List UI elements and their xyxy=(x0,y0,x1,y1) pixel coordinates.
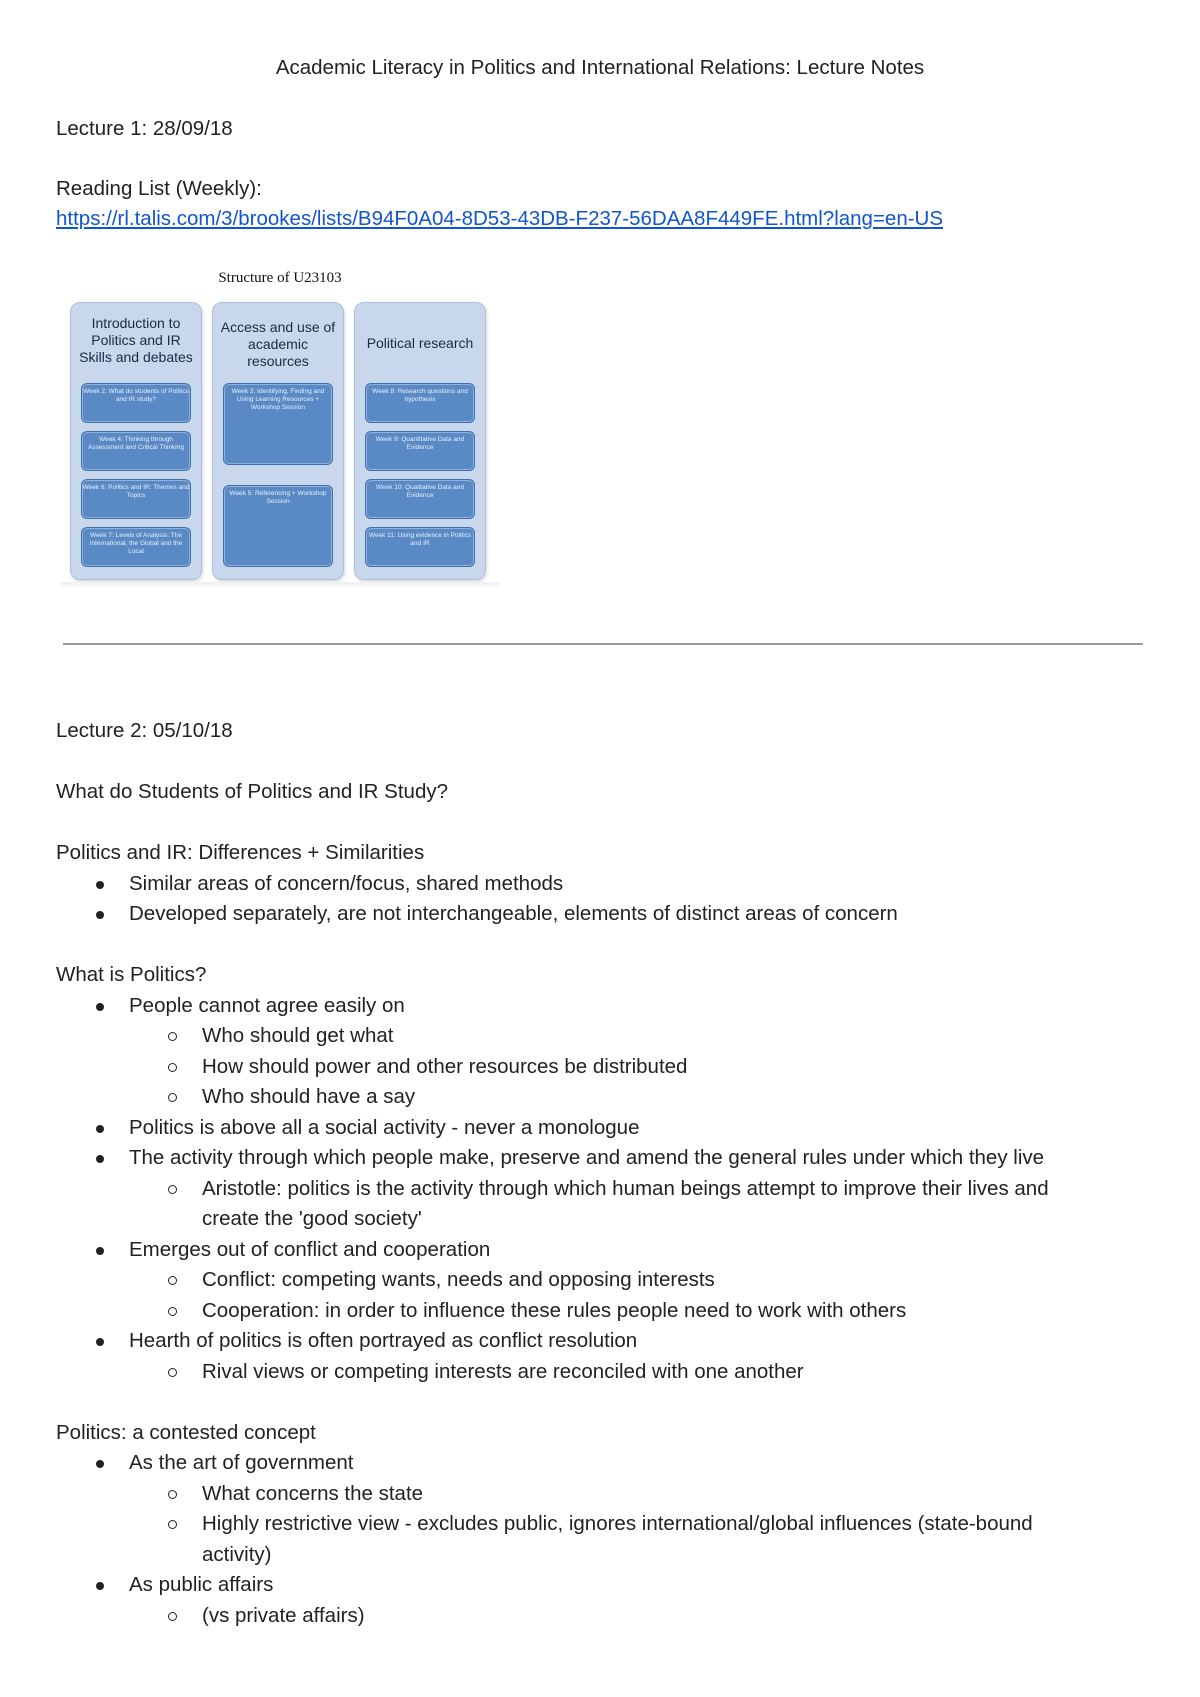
column-heading: Introduction to Politics and IR Skills and debates xyxy=(79,315,193,365)
sub-bullet-item: Aristotle: politics is the activity through which human beings attempt to improve their lives and xyxy=(56,1174,1156,1205)
diagram-box: Week 10: Qualitative Data and Evidence xyxy=(365,479,475,519)
diagram-box: Week 4: Thinking through Assessment and Critical Thinking xyxy=(81,431,191,471)
reading-list-link[interactable]: https://rl.talis.com/3/brookes/lists/B94F0A04-8D53-43DB-F237-56DAA8F449FE.html?lang=en-US xyxy=(56,207,944,230)
diagram-column-research xyxy=(354,302,486,580)
sub-bullet-item: Rival views or competing interests are reconciled with one another xyxy=(56,1357,1156,1388)
diagram-column-intro xyxy=(70,302,202,580)
lecture2-notes xyxy=(56,716,1156,1631)
sub-bullet-item: Cooperation: in order to influence these rules people need to work with others xyxy=(56,1296,1156,1327)
sub-bullet-item: (vs private affairs) xyxy=(56,1601,1156,1632)
sub-bullet-item: Conflict: competing wants, needs and opposing interests xyxy=(56,1265,1156,1296)
section-heading: What is Politics? xyxy=(56,963,207,986)
section-heading: Politics and IR: Differences + Similarities xyxy=(56,841,425,864)
diagram-box: Week 6: Politics and IR: Themes and Topics xyxy=(81,479,191,519)
sub-bullet-item: How should power and other resources be distributed xyxy=(56,1052,1156,1083)
diagram-box: Week 7: Levels of Analysis: The International, the Global and the Local xyxy=(81,527,191,567)
diagram-box: Week 8: Research questions and hypothesis xyxy=(365,383,475,423)
diagram-box: Week 3: Identifying, Finding and Using Learning Resources + Workshop Session xyxy=(223,383,333,465)
sub-bullet-item: Who should have a say xyxy=(56,1082,1156,1113)
diagram-box: Week 5: Referencing + Workshop Session xyxy=(223,485,333,567)
lecture2-heading: Lecture 2: 05/10/18 xyxy=(56,719,233,742)
diagram-box: Week 11: Using evidence in Politics and IR xyxy=(365,527,475,567)
bullet-item: Hearth of politics is often portrayed as conflict resolution xyxy=(56,1326,1156,1357)
diagram-bottom-edge xyxy=(60,582,500,588)
diagram-box: Week 2: What do students of Politics and IR study? xyxy=(81,383,191,423)
bullet-item: As public affairs xyxy=(56,1570,1156,1601)
bullet-item: The activity through which people make, preserve and amend the general rules under which they live xyxy=(56,1143,1156,1174)
diagram-column-resources xyxy=(212,302,344,580)
column-heading: Political research xyxy=(366,335,474,351)
bullet-item: Similar areas of concern/focus, shared methods xyxy=(56,869,1156,900)
bullet-item: People cannot agree easily on xyxy=(56,991,1156,1022)
sub-bullet-item: Highly restrictive view - excludes public, ignores international/global influences (state-bound xyxy=(56,1509,1156,1540)
sub-bullet-continuation: activity) xyxy=(202,1542,272,1566)
diagram-title: Structure of U23103 xyxy=(218,270,342,286)
horizontal-divider xyxy=(63,643,1143,645)
bullet-item: Politics is above all a social activity - never a monologue xyxy=(56,1113,1156,1144)
diagram-box: Week 9: Quantitative Data and Evidence xyxy=(365,431,475,471)
sub-bullet-item: Who should get what xyxy=(56,1021,1156,1052)
bullet-item: As the art of government xyxy=(56,1448,1156,1479)
document-title: Academic Literacy in Politics and International Relations: Lecture Notes xyxy=(275,56,925,79)
reading-list-label: Reading List (Weekly): xyxy=(56,177,262,200)
lecture2-question: What do Students of Politics and IR Study? xyxy=(56,780,448,803)
column-heading: Access and use of academic resources xyxy=(220,319,336,369)
bullet-item: Developed separately, are not interchangeable, elements of distinct areas of concern xyxy=(56,899,1156,930)
sub-bullet-continuation: create the 'good society' xyxy=(202,1207,422,1230)
sub-bullet-item: What concerns the state xyxy=(56,1479,1156,1510)
course-structure-diagram xyxy=(60,270,500,590)
bullet-item: Emerges out of conflict and cooperation xyxy=(56,1235,1156,1266)
lecture1-heading: Lecture 1: 28/09/18 xyxy=(56,117,233,140)
section-heading: Politics: a contested concept xyxy=(56,1420,316,1444)
